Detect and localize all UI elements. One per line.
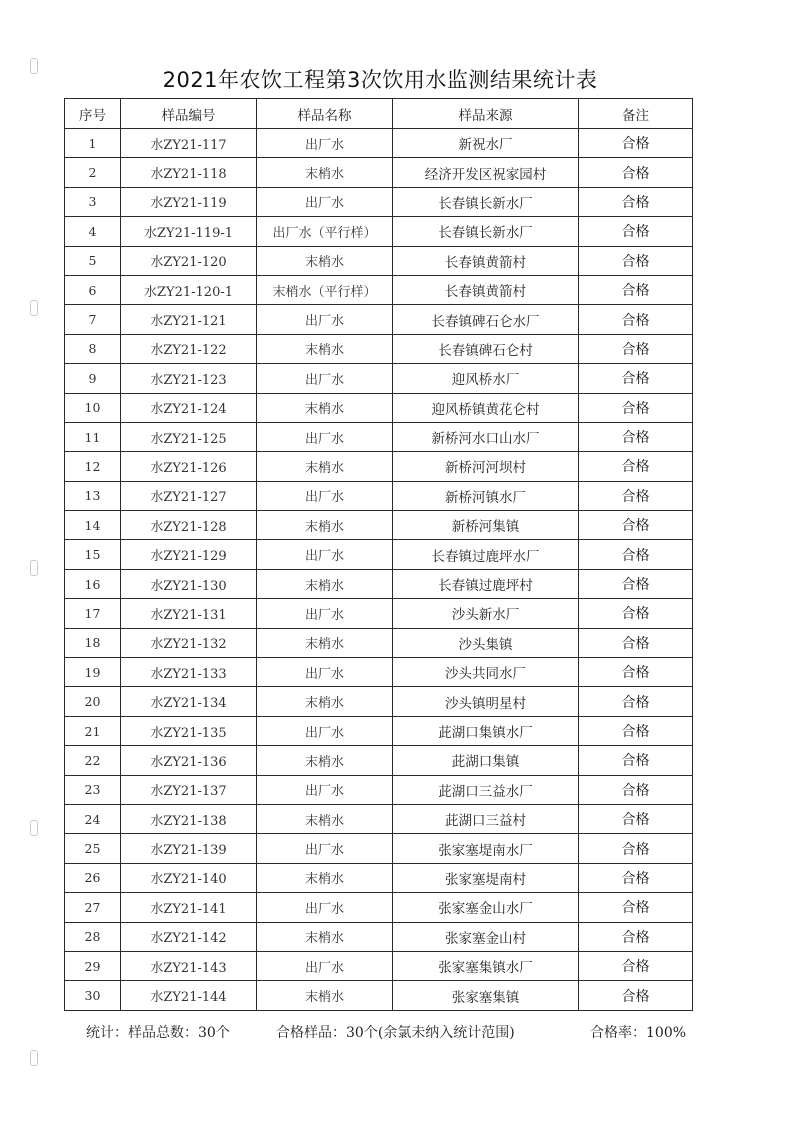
table-row [65,422,693,451]
remark: 合格 [579,481,693,510]
sample-name: 末梢水 [257,746,393,775]
row-index: 6 [65,275,121,304]
sample-code: 水ZY21-117 [121,129,257,158]
table-row [65,981,693,1010]
table-row [65,716,693,745]
sample-source: 新桥河镇水厂 [393,481,579,510]
row-index: 24 [65,804,121,833]
sample-code: 水ZY21-124 [121,393,257,422]
table-row [65,187,693,216]
sample-name: 末梢水 [257,981,393,1010]
sample-name: 出厂水（平行样） [257,217,393,246]
sample-code: 水ZY21-139 [121,834,257,863]
header-sample-name: 样品名称 [257,99,393,129]
results-table [64,98,693,1011]
row-index: 10 [65,393,121,422]
remark: 合格 [579,716,693,745]
remark: 合格 [579,187,693,216]
sample-code: 水ZY21-118 [121,158,257,187]
sample-code: 水ZY21-125 [121,422,257,451]
row-index: 25 [65,834,121,863]
sample-code: 水ZY21-120-1 [121,275,257,304]
sample-source: 张家塞金山村 [393,922,579,951]
remark: 合格 [579,511,693,540]
sample-source: 长春镇碑石仑水厂 [393,305,579,334]
table-row [65,129,693,158]
row-index: 4 [65,217,121,246]
sample-source: 茈湖口三益水厂 [393,775,579,804]
sample-name: 出厂水 [257,129,393,158]
sample-name: 出厂水 [257,364,393,393]
remark: 合格 [579,569,693,598]
remark: 合格 [579,540,693,569]
sample-name: 出厂水 [257,187,393,216]
remark: 合格 [579,863,693,892]
sample-source: 沙头新水厂 [393,599,579,628]
sample-name: 末梢水 [257,334,393,363]
header-sample-code: 样品编号 [121,99,257,129]
table-row [65,658,693,687]
sample-name: 出厂水 [257,951,393,980]
row-index: 27 [65,893,121,922]
remark: 合格 [579,275,693,304]
sample-source: 经济开发区祝家园村 [393,158,579,187]
row-index: 16 [65,569,121,598]
sample-name: 出厂水 [257,305,393,334]
sample-code: 水ZY21-121 [121,305,257,334]
table-row [65,804,693,833]
sample-name: 末梢水 [257,863,393,892]
row-index: 30 [65,981,121,1010]
sample-code: 水ZY21-143 [121,951,257,980]
row-index: 13 [65,481,121,510]
sample-code: 水ZY21-130 [121,569,257,598]
remark: 合格 [579,834,693,863]
sample-code: 水ZY21-123 [121,364,257,393]
header-remark: 备注 [579,99,693,129]
table-row [65,364,693,393]
sample-code: 水ZY21-119-1 [121,217,257,246]
sample-name: 末梢水 [257,511,393,540]
table-row [65,158,693,187]
sample-source: 长春镇过鹿坪村 [393,569,579,598]
sample-code: 水ZY21-126 [121,452,257,481]
row-index: 20 [65,687,121,716]
table-row [65,922,693,951]
table-row [65,305,693,334]
table-row [65,687,693,716]
sample-source: 茈湖口集镇水厂 [393,716,579,745]
row-index: 17 [65,599,121,628]
sample-code: 水ZY21-119 [121,187,257,216]
sample-name: 出厂水 [257,775,393,804]
row-index: 8 [65,334,121,363]
binding-hole-mark [30,58,38,74]
binding-hole-mark [30,300,38,316]
sample-name: 出厂水 [257,658,393,687]
remark: 合格 [579,981,693,1010]
remark: 合格 [579,158,693,187]
sample-source: 长春镇过鹿坪水厂 [393,540,579,569]
page-title: 2021年农饮工程第3次饮用水监测结果统计表 [162,68,598,92]
sample-code: 水ZY21-137 [121,775,257,804]
sample-name: 末梢水 [257,393,393,422]
table-row [65,746,693,775]
sample-name: 出厂水 [257,422,393,451]
remark: 合格 [579,746,693,775]
table-row [65,275,693,304]
table-header-row [65,99,693,129]
sample-code: 水ZY21-136 [121,746,257,775]
row-index: 11 [65,422,121,451]
sample-code: 水ZY21-144 [121,981,257,1010]
sample-code: 水ZY21-140 [121,863,257,892]
table-row [65,775,693,804]
remark: 合格 [579,364,693,393]
table-row [65,452,693,481]
sample-source: 沙头集镇 [393,628,579,657]
sample-source: 茈湖口三益村 [393,804,579,833]
sample-code: 水ZY21-120 [121,246,257,275]
table-row [65,951,693,980]
row-index: 21 [65,716,121,745]
header-index: 序号 [65,99,121,129]
remark: 合格 [579,334,693,363]
sample-name: 出厂水 [257,540,393,569]
table-row [65,246,693,275]
remark: 合格 [579,893,693,922]
sample-code: 水ZY21-122 [121,334,257,363]
sample-name: 出厂水 [257,834,393,863]
sample-name: 出厂水 [257,599,393,628]
row-index: 7 [65,305,121,334]
sample-name: 出厂水 [257,893,393,922]
remark: 合格 [579,305,693,334]
sample-source: 新桥河水口山水厂 [393,422,579,451]
table-row [65,834,693,863]
table-row [65,599,693,628]
remark: 合格 [579,658,693,687]
sample-name: 末梢水 [257,452,393,481]
table-row [65,863,693,892]
sample-name: 末梢水 [257,246,393,275]
sample-source: 张家塞堤南村 [393,863,579,892]
remark: 合格 [579,422,693,451]
table-row [65,217,693,246]
row-index: 29 [65,951,121,980]
pass-rate-text: 合格率：100% [590,1025,687,1041]
table-row [65,540,693,569]
sample-source: 迎风桥水厂 [393,364,579,393]
remark: 合格 [579,687,693,716]
row-index: 18 [65,628,121,657]
sample-code: 水ZY21-132 [121,628,257,657]
remark: 合格 [579,217,693,246]
row-index: 5 [65,246,121,275]
sample-name: 末梢水 [257,804,393,833]
remark: 合格 [579,452,693,481]
row-index: 1 [65,129,121,158]
remark: 合格 [579,246,693,275]
sample-code: 水ZY21-134 [121,687,257,716]
remark: 合格 [579,951,693,980]
sample-source: 长春镇黄箭村 [393,246,579,275]
sample-name: 末梢水 [257,569,393,598]
table-row [65,334,693,363]
header-sample-source: 样品来源 [393,99,579,129]
row-index: 12 [65,452,121,481]
sample-source: 张家塞集镇水厂 [393,951,579,980]
sample-name: 出厂水 [257,716,393,745]
table-row [65,569,693,598]
remark: 合格 [579,129,693,158]
sample-source: 沙头共同水厂 [393,658,579,687]
sample-source: 长春镇长新水厂 [393,187,579,216]
sample-source: 新桥河河坝村 [393,452,579,481]
sample-code: 水ZY21-129 [121,540,257,569]
results-table-wrapper [64,98,690,1011]
sample-code: 水ZY21-138 [121,804,257,833]
table-row [65,393,693,422]
remark: 合格 [579,393,693,422]
remark: 合格 [579,628,693,657]
row-index: 9 [65,364,121,393]
sample-source: 新祝水厂 [393,129,579,158]
row-index: 15 [65,540,121,569]
sample-code: 水ZY21-131 [121,599,257,628]
sample-source: 张家塞堤南水厂 [393,834,579,863]
sample-name: 末梢水 [257,687,393,716]
remark: 合格 [579,775,693,804]
row-index: 2 [65,158,121,187]
row-index: 3 [65,187,121,216]
table-row [65,481,693,510]
sample-name: 末梢水 [257,158,393,187]
sample-code: 水ZY21-133 [121,658,257,687]
qualified-samples-text: 合格样品：30个(余氯未纳入统计范围) [276,1025,515,1041]
sample-name: 出厂水 [257,481,393,510]
sample-source: 长春镇碑石仑村 [393,334,579,363]
binding-hole-mark [30,820,38,836]
row-index: 19 [65,658,121,687]
sample-code: 水ZY21-135 [121,716,257,745]
remark: 合格 [579,922,693,951]
sample-code: 水ZY21-127 [121,481,257,510]
remark: 合格 [579,599,693,628]
sample-source: 茈湖口集镇 [393,746,579,775]
sample-source: 长春镇黄箭村 [393,275,579,304]
table-row [65,893,693,922]
total-samples-text: 统计：样品总数：30个 [86,1025,230,1041]
row-index: 26 [65,863,121,892]
sample-source: 新桥河集镇 [393,511,579,540]
sample-name: 末梢水 [257,922,393,951]
sample-source: 沙头镇明星村 [393,687,579,716]
sample-name: 末梢水（平行样） [257,275,393,304]
remark: 合格 [579,804,693,833]
table-body [65,129,693,1011]
sample-code: 水ZY21-141 [121,893,257,922]
binding-hole-mark [30,1050,38,1066]
table-row [65,511,693,540]
row-index: 14 [65,511,121,540]
sample-name: 末梢水 [257,628,393,657]
table-row [65,628,693,657]
sample-code: 水ZY21-142 [121,922,257,951]
row-index: 23 [65,775,121,804]
sample-code: 水ZY21-128 [121,511,257,540]
sample-source: 张家塞集镇 [393,981,579,1010]
row-index: 22 [65,746,121,775]
sample-source: 长春镇长新水厂 [393,217,579,246]
row-index: 28 [65,922,121,951]
sample-source: 张家塞金山水厂 [393,893,579,922]
binding-hole-mark [30,560,38,576]
sample-source: 迎风桥镇黄花仑村 [393,393,579,422]
